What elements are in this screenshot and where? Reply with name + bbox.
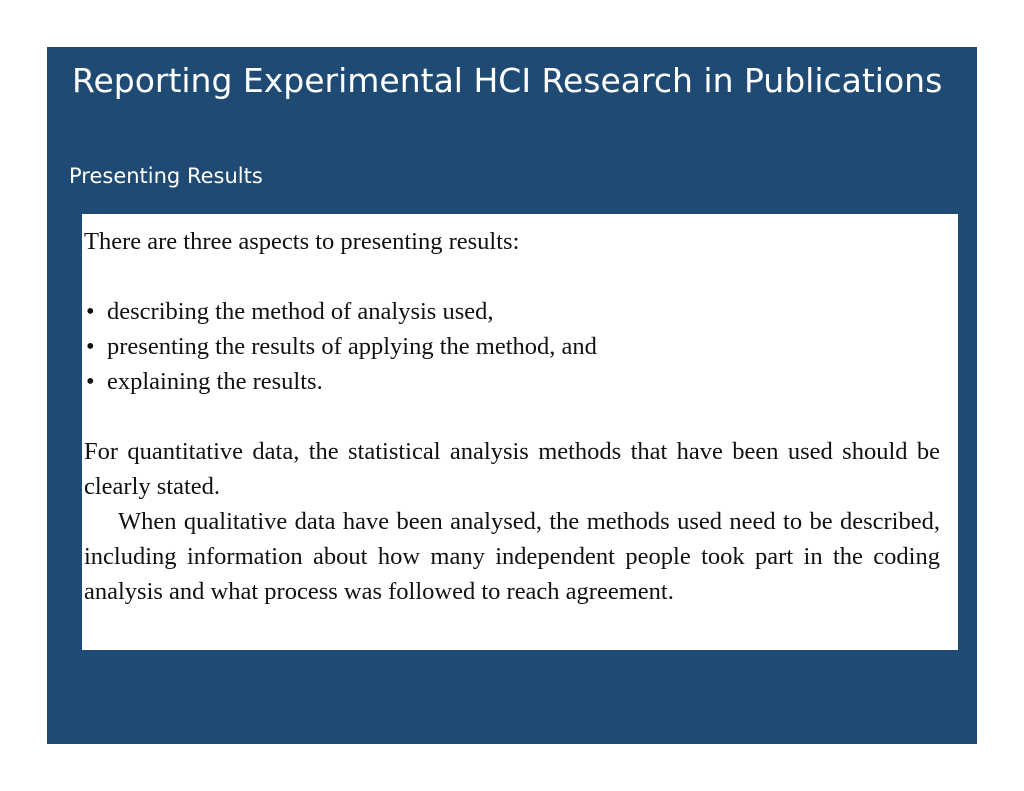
quoted-text-excerpt xyxy=(82,214,958,650)
qualitative-paragraph: When qualitative data have been analysed, the methods used need to be described, including information about how many independent people took part in the coding analysis and what process was followed to reach agreement. xyxy=(84,508,940,605)
quantitative-paragraph: For quantitative data, the statistical analysis methods that have been used should be clearly stated. xyxy=(84,438,940,500)
list-item xyxy=(84,329,940,364)
list-item-text: explaining the results. xyxy=(107,368,323,395)
slide-subtitle: Presenting Results xyxy=(69,164,263,188)
list-item xyxy=(84,364,940,399)
slide-title: Reporting Experimental HCI Research in Publications xyxy=(72,61,943,100)
bullet-icon: • xyxy=(86,298,95,325)
intro-sentence: There are three aspects to presenting results: xyxy=(84,228,520,255)
list-item-text: presenting the results of applying the method, and xyxy=(107,333,597,360)
list-item xyxy=(84,294,940,329)
aspects-list xyxy=(84,294,940,399)
bullet-icon: • xyxy=(86,368,95,395)
bullet-icon: • xyxy=(86,333,95,360)
list-item-text: describing the method of analysis used, xyxy=(107,298,494,325)
slide xyxy=(47,47,977,744)
